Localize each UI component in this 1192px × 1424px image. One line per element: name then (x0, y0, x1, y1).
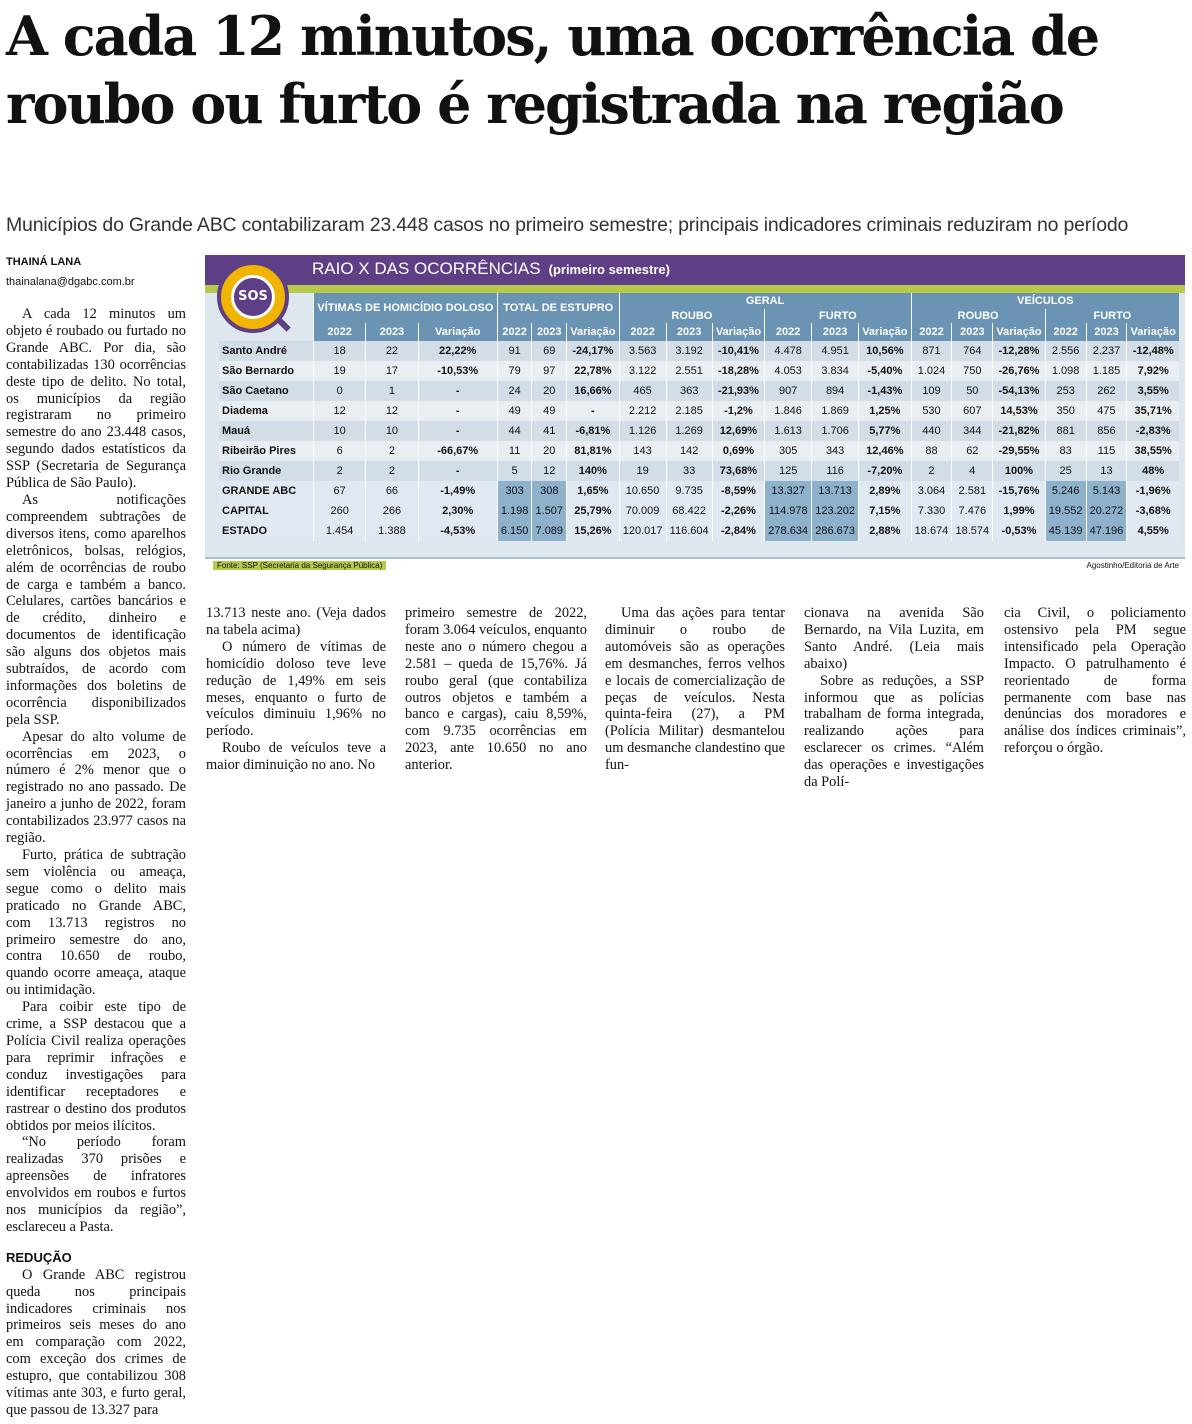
variation-cell: 140% (567, 461, 619, 481)
variation-cell: 5,77% (859, 421, 911, 441)
value-cell: 47.196 (1086, 521, 1127, 541)
paragraph: Sobre as reduções, a SSP informou que as polícias trabalham de forma integrada, realizando ações para esclarecer os crimes. “Além das operações e investigações da Polí- (804, 672, 984, 791)
value-cell: 69 (532, 341, 567, 361)
year-header: 2023 (1086, 323, 1127, 341)
value-cell: 83 (1045, 441, 1086, 461)
table-row (219, 341, 1179, 361)
variation-header: Variação (1127, 323, 1179, 341)
variation-cell: - (567, 401, 619, 421)
value-cell: 3.834 (812, 361, 859, 381)
value-cell: 475 (1086, 401, 1127, 421)
year-header: 2023 (366, 323, 418, 341)
crime-table (219, 293, 1179, 541)
value-cell: 67 (314, 481, 366, 501)
variation-header: Variação (859, 323, 911, 341)
value-cell: 344 (952, 421, 993, 441)
variation-cell: -1,43% (859, 381, 911, 401)
value-cell: 68.422 (666, 501, 712, 521)
variation-cell: -15,76% (993, 481, 1045, 501)
variation-cell: -26,76% (993, 361, 1045, 381)
value-cell: 0 (314, 381, 366, 401)
value-cell: 114.978 (765, 501, 812, 521)
value-cell: 5.246 (1045, 481, 1086, 501)
value-cell: 20.272 (1086, 501, 1127, 521)
paragraph: O número de vítimas de homicídio doloso teve leve redução de 1,49% em seis meses, enquanto o furto de veículos diminuiu 1,96% no período. (206, 638, 386, 740)
table-row (219, 401, 1179, 421)
table-row (219, 461, 1179, 481)
value-cell: 350 (1045, 401, 1086, 421)
value-cell: 2 (314, 461, 366, 481)
paragraph: cia Civil, o policiamento ostensivo pela PM segue intensificado pela Operação Impacto. O patrulhamento é reorientado de forma permanente com base nas denúncias dos moradores e análise dos índices criminais”, reforçou o órgão. (1004, 605, 1186, 757)
row-label: Ribeirão Pires (219, 441, 314, 461)
value-cell: 2.185 (666, 401, 712, 421)
variation-header: Variação (418, 323, 497, 341)
value-cell: 20 (532, 441, 567, 461)
paragraph: “No período foram realizadas 370 prisões e apreensões de infratores envolvidos em roubos e furtos nos municípios da região”, esclareceu a Pasta. (6, 1134, 186, 1235)
value-cell: 49 (532, 401, 567, 421)
group-geral: GERAL (619, 293, 911, 309)
logo-text: SOS (231, 275, 275, 319)
value-cell: 1.198 (497, 501, 532, 521)
variation-cell: 48% (1127, 461, 1179, 481)
row-label: São Caetano (219, 381, 314, 401)
value-cell: 62 (952, 441, 993, 461)
value-cell: 3.192 (666, 341, 712, 361)
variation-cell: -21,82% (993, 421, 1045, 441)
article-column-5 (804, 605, 984, 791)
variation-cell: 1,65% (567, 481, 619, 501)
value-cell: 19 (619, 461, 666, 481)
variation-header: Variação (993, 323, 1045, 341)
group-homicidio: VÍTIMAS DE HOMICÍDIO DOLOSO (314, 293, 498, 323)
value-cell: 11 (497, 441, 532, 461)
value-cell: 91 (497, 341, 532, 361)
value-cell: 88 (911, 441, 952, 461)
value-cell: 1.024 (911, 361, 952, 381)
variation-cell: -1,49% (418, 481, 497, 501)
variation-cell: 12,46% (859, 441, 911, 461)
value-cell: 1.613 (765, 421, 812, 441)
value-cell: 440 (911, 421, 952, 441)
variation-cell: 25,79% (567, 501, 619, 521)
subtitle: Municípios do Grande ABC contabilizaram 23.448 casos no primeiro semestre; principais indicadores criminais reduziram no período (6, 214, 1129, 236)
paragraph: Roubo de veículos teve a maior diminuição no ano. No (206, 740, 386, 774)
value-cell: 2.581 (952, 481, 993, 501)
value-cell: 7.476 (952, 501, 993, 521)
row-label: Santo André (219, 341, 314, 361)
variation-cell: -0,53% (993, 521, 1045, 541)
year-header: 2022 (619, 323, 666, 341)
value-cell: 24 (497, 381, 532, 401)
value-cell: 856 (1086, 421, 1127, 441)
row-label: Mauá (219, 421, 314, 441)
variation-cell: -12,28% (993, 341, 1045, 361)
value-cell: 66 (366, 481, 418, 501)
value-cell: 2 (366, 441, 418, 461)
paragraph: 13.713 neste ano. (Veja dados na tabela acima) (206, 605, 386, 638)
variation-cell: 0,69% (712, 441, 764, 461)
value-cell: 25 (1045, 461, 1086, 481)
variation-cell: -2,84% (712, 521, 764, 541)
table-row (219, 441, 1179, 461)
value-cell: 115 (1086, 441, 1127, 461)
variation-cell: -12,48% (1127, 341, 1179, 361)
year-header: 2022 (1045, 323, 1086, 341)
article-column-3 (405, 605, 587, 774)
variation-cell: -7,20% (859, 461, 911, 481)
value-cell: 41 (532, 421, 567, 441)
table-row (219, 381, 1179, 401)
article-column-1 (6, 306, 186, 1419)
row-label: São Bernardo (219, 361, 314, 381)
value-cell: 764 (952, 341, 993, 361)
year-header: 2022 (314, 323, 366, 341)
paragraph: Furto, prática de subtração sem violência ou ameaça, segue como o delito mais praticado no Grande ABC, com 13.713 registros no primeiro semestre do ano, contra 10.650 de roubo, quando ocorre ameaça, ataque ou intimidação. (6, 847, 186, 999)
variation-cell: 100% (993, 461, 1045, 481)
variation-cell: - (418, 461, 497, 481)
variation-cell: 4,55% (1127, 521, 1179, 541)
paragraph: Apesar do alto volume de ocorrências em 2023, o número é 2% menor que o registrado no ano passado. De janeiro a junho de 2022, foram contabilizados 23.977 casos na região. (6, 728, 186, 847)
infographic-title (312, 259, 670, 279)
variation-cell: -10,53% (418, 361, 497, 381)
year-header: 2022 (765, 323, 812, 341)
value-cell: 2.551 (666, 361, 712, 381)
paragraph: cionava na avenida São Bernardo, na Vila Luzita, em Santo André. (Leia mais abaixo) (804, 605, 984, 672)
value-cell: 13.327 (765, 481, 812, 501)
author-email[interactable]: thainalana@dgabc.com.br (6, 276, 135, 288)
subgroup-veiculos-roubo: ROUBO (911, 309, 1045, 323)
value-cell: 2 (911, 461, 952, 481)
subgroup-geral-furto: FURTO (765, 309, 911, 323)
value-cell: 33 (666, 461, 712, 481)
value-cell: 12 (532, 461, 567, 481)
table-group-row (219, 293, 1179, 309)
infographic-footer (205, 557, 1185, 575)
variation-cell: 2,89% (859, 481, 911, 501)
value-cell: 1.098 (1045, 361, 1086, 381)
value-cell: 12 (314, 401, 366, 421)
article-column-6 (1004, 605, 1186, 757)
variation-cell: 1,99% (993, 501, 1045, 521)
row-label: Diadema (219, 401, 314, 421)
value-cell: 5 (497, 461, 532, 481)
value-cell: 5.143 (1086, 481, 1127, 501)
value-cell: 2.237 (1086, 341, 1127, 361)
variation-cell: -3,68% (1127, 501, 1179, 521)
paragraph: primeiro semestre de 2022, foram 3.064 veículos, enquanto neste ano o número chegou a 2.581 – queda de 15,76%. Já roubo geral (que contabiliza outros objetos e também a banco e cargas), caiu 8,59%, com 9.735 ocorrências em 2023, ante 10.650 no ano anterior. (405, 605, 587, 774)
value-cell: 9.735 (666, 481, 712, 501)
value-cell: 13.713 (812, 481, 859, 501)
value-cell: 109 (911, 381, 952, 401)
value-cell: 1.126 (619, 421, 666, 441)
variation-cell: 16,66% (567, 381, 619, 401)
value-cell: 871 (911, 341, 952, 361)
value-cell: 116.604 (666, 521, 712, 541)
group-veiculos: VEÍCULOS (911, 293, 1179, 309)
author-name: THAINÁ LANA (6, 256, 82, 268)
art-credit: Agostinho/Editoria de Arte (1086, 561, 1179, 570)
value-cell: 266 (366, 501, 418, 521)
value-cell: 3.563 (619, 341, 666, 361)
table-row (219, 481, 1179, 501)
year-header: 2022 (497, 323, 532, 341)
value-cell: 142 (666, 441, 712, 461)
value-cell: 2.212 (619, 401, 666, 421)
variation-cell: -18,28% (712, 361, 764, 381)
value-cell: 116 (812, 461, 859, 481)
year-header: 2022 (911, 323, 952, 341)
value-cell: 262 (1086, 381, 1127, 401)
variation-cell: 22,78% (567, 361, 619, 381)
variation-header: Variação (567, 323, 619, 341)
value-cell: 22 (366, 341, 418, 361)
variation-cell: -24,17% (567, 341, 619, 361)
variation-header: Variação (712, 323, 764, 341)
variation-cell: 7,92% (1127, 361, 1179, 381)
subgroup-geral-roubo: ROUBO (619, 309, 765, 323)
paragraph: Para coibir este tipo de crime, a SSP destacou que a Polícia Civil realiza operações para reprimir infrações e conduz investigações para identificar receptadores e rastrear o destino dos produtos obtidos por meios ilícitos. (6, 999, 186, 1134)
value-cell: 1.454 (314, 521, 366, 541)
variation-cell: - (418, 381, 497, 401)
variation-cell: -4,53% (418, 521, 497, 541)
value-cell: 1.507 (532, 501, 567, 521)
value-cell: 97 (532, 361, 567, 381)
value-cell: 120.017 (619, 521, 666, 541)
value-cell: 308 (532, 481, 567, 501)
table-corner (219, 293, 314, 341)
value-cell: 125 (765, 461, 812, 481)
value-cell: 3.122 (619, 361, 666, 381)
infographic-subtitle: (primeiro semestre) (548, 262, 670, 277)
value-cell: 19 (314, 361, 366, 381)
source-note: Fonte: SSP (Secretaria da Segurança Pública) (213, 561, 386, 570)
value-cell: 343 (812, 441, 859, 461)
value-cell: 18 (314, 341, 366, 361)
value-cell: 894 (812, 381, 859, 401)
year-header: 2023 (666, 323, 712, 341)
value-cell: 3.064 (911, 481, 952, 501)
value-cell: 286.673 (812, 521, 859, 541)
variation-cell: 2,88% (859, 521, 911, 541)
value-cell: 278.634 (765, 521, 812, 541)
variation-cell: -2,83% (1127, 421, 1179, 441)
table-row (219, 421, 1179, 441)
value-cell: 123.202 (812, 501, 859, 521)
value-cell: 260 (314, 501, 366, 521)
byline (6, 256, 135, 288)
value-cell: 881 (1045, 421, 1086, 441)
value-cell: 12 (366, 401, 418, 421)
value-cell: 1.269 (666, 421, 712, 441)
table-row (219, 501, 1179, 521)
value-cell: 13 (1086, 461, 1127, 481)
paragraph: Uma das ações para tentar diminuir o roubo de automóveis são as operações em desmanches, ferros velhos e locais de comercialização de peças de veículos. Nesta quinta-feira (27), a PM (Polícia Militar) desmantelou um desmanche clandestino que fun- (605, 605, 785, 774)
value-cell: 20 (532, 381, 567, 401)
value-cell: 1.185 (1086, 361, 1127, 381)
value-cell: 45.139 (1045, 521, 1086, 541)
article-column-2 (206, 605, 386, 774)
variation-cell: 81,81% (567, 441, 619, 461)
value-cell: 303 (497, 481, 532, 501)
value-cell: 465 (619, 381, 666, 401)
value-cell: 1.846 (765, 401, 812, 421)
value-cell: 607 (952, 401, 993, 421)
variation-cell: 73,68% (712, 461, 764, 481)
variation-cell: - (418, 421, 497, 441)
infographic-title-text: RAIO X DAS OCORRÊNCIAS (312, 259, 541, 278)
variation-cell: - (418, 401, 497, 421)
value-cell: 1.869 (812, 401, 859, 421)
year-header: 2023 (952, 323, 993, 341)
table-year-row (219, 323, 1179, 341)
row-label: CAPITAL (219, 501, 314, 521)
value-cell: 19.552 (1045, 501, 1086, 521)
value-cell: 907 (765, 381, 812, 401)
value-cell: 6 (314, 441, 366, 461)
value-cell: 2 (366, 461, 418, 481)
variation-cell: -29,55% (993, 441, 1045, 461)
row-label: GRANDE ABC (219, 481, 314, 501)
subgroup-veiculos-furto: FURTO (1045, 309, 1179, 323)
variation-cell: 7,15% (859, 501, 911, 521)
variation-cell: -66,67% (418, 441, 497, 461)
value-cell: 10.650 (619, 481, 666, 501)
value-cell: 18.574 (952, 521, 993, 541)
variation-cell: -5,40% (859, 361, 911, 381)
value-cell: 530 (911, 401, 952, 421)
variation-cell: -8,59% (712, 481, 764, 501)
variation-cell: 10,56% (859, 341, 911, 361)
value-cell: 2.556 (1045, 341, 1086, 361)
year-header: 2023 (532, 323, 567, 341)
value-cell: 1.706 (812, 421, 859, 441)
headline: A cada 12 minutos, uma ocorrência de roubo ou furto é registrada na região (6, 4, 1099, 136)
value-cell: 17 (366, 361, 418, 381)
table-body (219, 341, 1179, 541)
value-cell: 4.951 (812, 341, 859, 361)
article-column-4 (605, 605, 785, 774)
value-cell: 10 (366, 421, 418, 441)
value-cell: 750 (952, 361, 993, 381)
value-cell: 49 (497, 401, 532, 421)
value-cell: 363 (666, 381, 712, 401)
value-cell: 6.150 (497, 521, 532, 541)
variation-cell: 15,26% (567, 521, 619, 541)
value-cell: 4.478 (765, 341, 812, 361)
infographic-accent-strip (205, 285, 1185, 293)
value-cell: 7.330 (911, 501, 952, 521)
row-label: ESTADO (219, 521, 314, 541)
variation-cell: 12,69% (712, 421, 764, 441)
variation-cell: 22,22% (418, 341, 497, 361)
value-cell: 70.009 (619, 501, 666, 521)
value-cell: 4 (952, 461, 993, 481)
table-row (219, 521, 1179, 541)
variation-cell: -1,2% (712, 401, 764, 421)
value-cell: 18.674 (911, 521, 952, 541)
value-cell: 1 (366, 381, 418, 401)
variation-cell: -10,41% (712, 341, 764, 361)
value-cell: 79 (497, 361, 532, 381)
variation-cell: 38,55% (1127, 441, 1179, 461)
value-cell: 50 (952, 381, 993, 401)
variation-cell: -1,96% (1127, 481, 1179, 501)
section-heading: REDUÇÃO (6, 1249, 72, 1265)
variation-cell: -6,81% (567, 421, 619, 441)
value-cell: 143 (619, 441, 666, 461)
variation-cell: 1,25% (859, 401, 911, 421)
infographic-panel (205, 255, 1185, 573)
variation-cell: 3,55% (1127, 381, 1179, 401)
variation-cell: 14,53% (993, 401, 1045, 421)
value-cell: 10 (314, 421, 366, 441)
variation-cell: 2,30% (418, 501, 497, 521)
paragraph: As notificações compreendem subtrações de diversos itens, como aparelhos eletrônicos, bolsas, relógios, além de ocorrências de roubo de carga e também a banco. Celulares, cartões bancários e de crédito, dinheiro e documentos de identificação são alguns dos objetos mais subtraídos, de acordo com informações dos boletins de ocorrência disponibilizados pela SSP. (6, 491, 186, 728)
row-label: Rio Grande (219, 461, 314, 481)
variation-cell: -54,13% (993, 381, 1045, 401)
value-cell: 44 (497, 421, 532, 441)
group-estupro: TOTAL DE ESTUPRO (497, 293, 619, 323)
year-header: 2023 (812, 323, 859, 341)
value-cell: 1.388 (366, 521, 418, 541)
value-cell: 4.053 (765, 361, 812, 381)
paragraph: A cada 12 minutos um objeto é roubado ou furtado no Grande ABC. Por dia, são contabilizadas 130 ocorrências deste tipo de delito. No total, os municípios da região registraram no primeiro semestre do ano 23.448 casos, segundo dados estatísticos da SSP (Secretaria de Segurança Pública de São Paulo). (6, 306, 186, 492)
table-row (219, 361, 1179, 381)
value-cell: 7.089 (532, 521, 567, 541)
paragraph: O Grande ABC registrou queda nos principais indicadores criminais nos primeiros seis meses do ano em comparação com 2022, com exceção dos crimes de estupro, que contabilizou 308 vítimas ante 303, e furto geral, que passou de 13.327 para (6, 1266, 186, 1418)
variation-cell: -2,26% (712, 501, 764, 521)
value-cell: 305 (765, 441, 812, 461)
variation-cell: 35,71% (1127, 401, 1179, 421)
value-cell: 253 (1045, 381, 1086, 401)
variation-cell: -21,93% (712, 381, 764, 401)
